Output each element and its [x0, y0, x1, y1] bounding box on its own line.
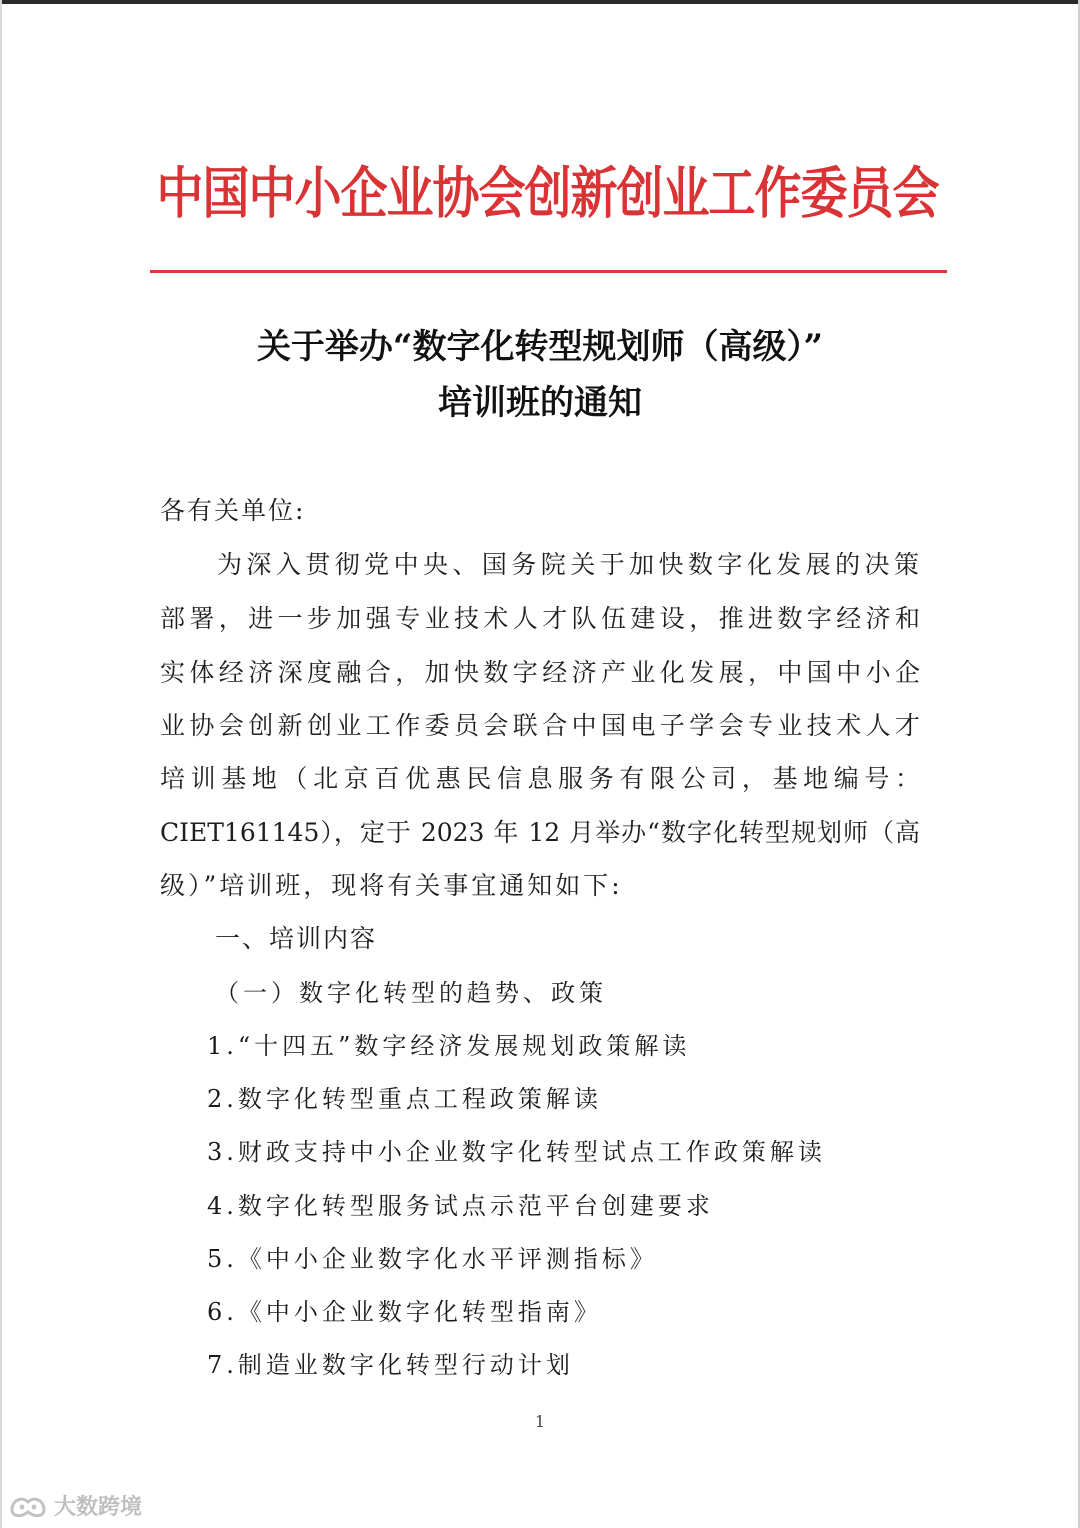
body-line: 为深入贯彻党中央、国务院关于加快数字化发展的决策	[217, 550, 919, 579]
watermark	[8, 1490, 142, 1521]
salutation: 各有关单位:	[160, 496, 306, 525]
body-line: CIET161145），定于 2023 年 12 月举办“数字化转型规划师（高	[160, 818, 920, 847]
scan-top-edge	[0, 0, 1080, 4]
list-item: 5.《中小企业数字化水平评测指标》	[207, 1245, 658, 1273]
body-line: 部署，进一步加强专业技术人才队伍建设，推进数字经济和	[160, 604, 920, 633]
list-item: 4.数字化转型服务试点示范平台创建要求	[207, 1192, 714, 1220]
page-number: 1	[534, 1412, 546, 1431]
notice-title-line-1: 关于举办“数字化转型规划师（高级）”	[256, 327, 824, 367]
subsection-heading-trends-policy: （一）数字化转型的趋势、政策	[215, 979, 607, 1007]
list-item: 3.财政支持中小企业数字化转型试点工作政策解读	[207, 1138, 826, 1166]
list-item: 1.“十四五”数字经济发展规划政策解读	[207, 1032, 691, 1060]
body-line: 业协会创新创业工作委员会联合中国电子学会专业技术人才	[160, 711, 920, 740]
list-item: 6.《中小企业数字化转型指南》	[207, 1298, 602, 1326]
list-item: 2.数字化转型重点工程政策解读	[207, 1085, 602, 1113]
section-heading-training-content: 一、培训内容	[215, 924, 378, 953]
watermark-text: 大数跨境	[54, 1495, 143, 1520]
body-line: 级）”培训班，现将有关事宜通知如下:	[160, 871, 623, 900]
letterhead-org-name: 中国中小企业协会创新创业工作委员会	[156, 161, 939, 227]
body-line: 培训基地（北京百优惠民信息服务有限公司，基地编号：	[160, 764, 920, 793]
notice-title-line-2: 培训班的通知	[438, 383, 642, 423]
list-item: 7.制造业数字化转型行动计划	[207, 1351, 574, 1379]
scan-left-edge	[0, 0, 2, 1528]
brand-logo-icon	[8, 1492, 48, 1520]
body-line: 实体经济深度融合，加快数字经济产业化发展，中国中小企	[160, 658, 920, 687]
letterhead-red-rule	[150, 270, 947, 273]
